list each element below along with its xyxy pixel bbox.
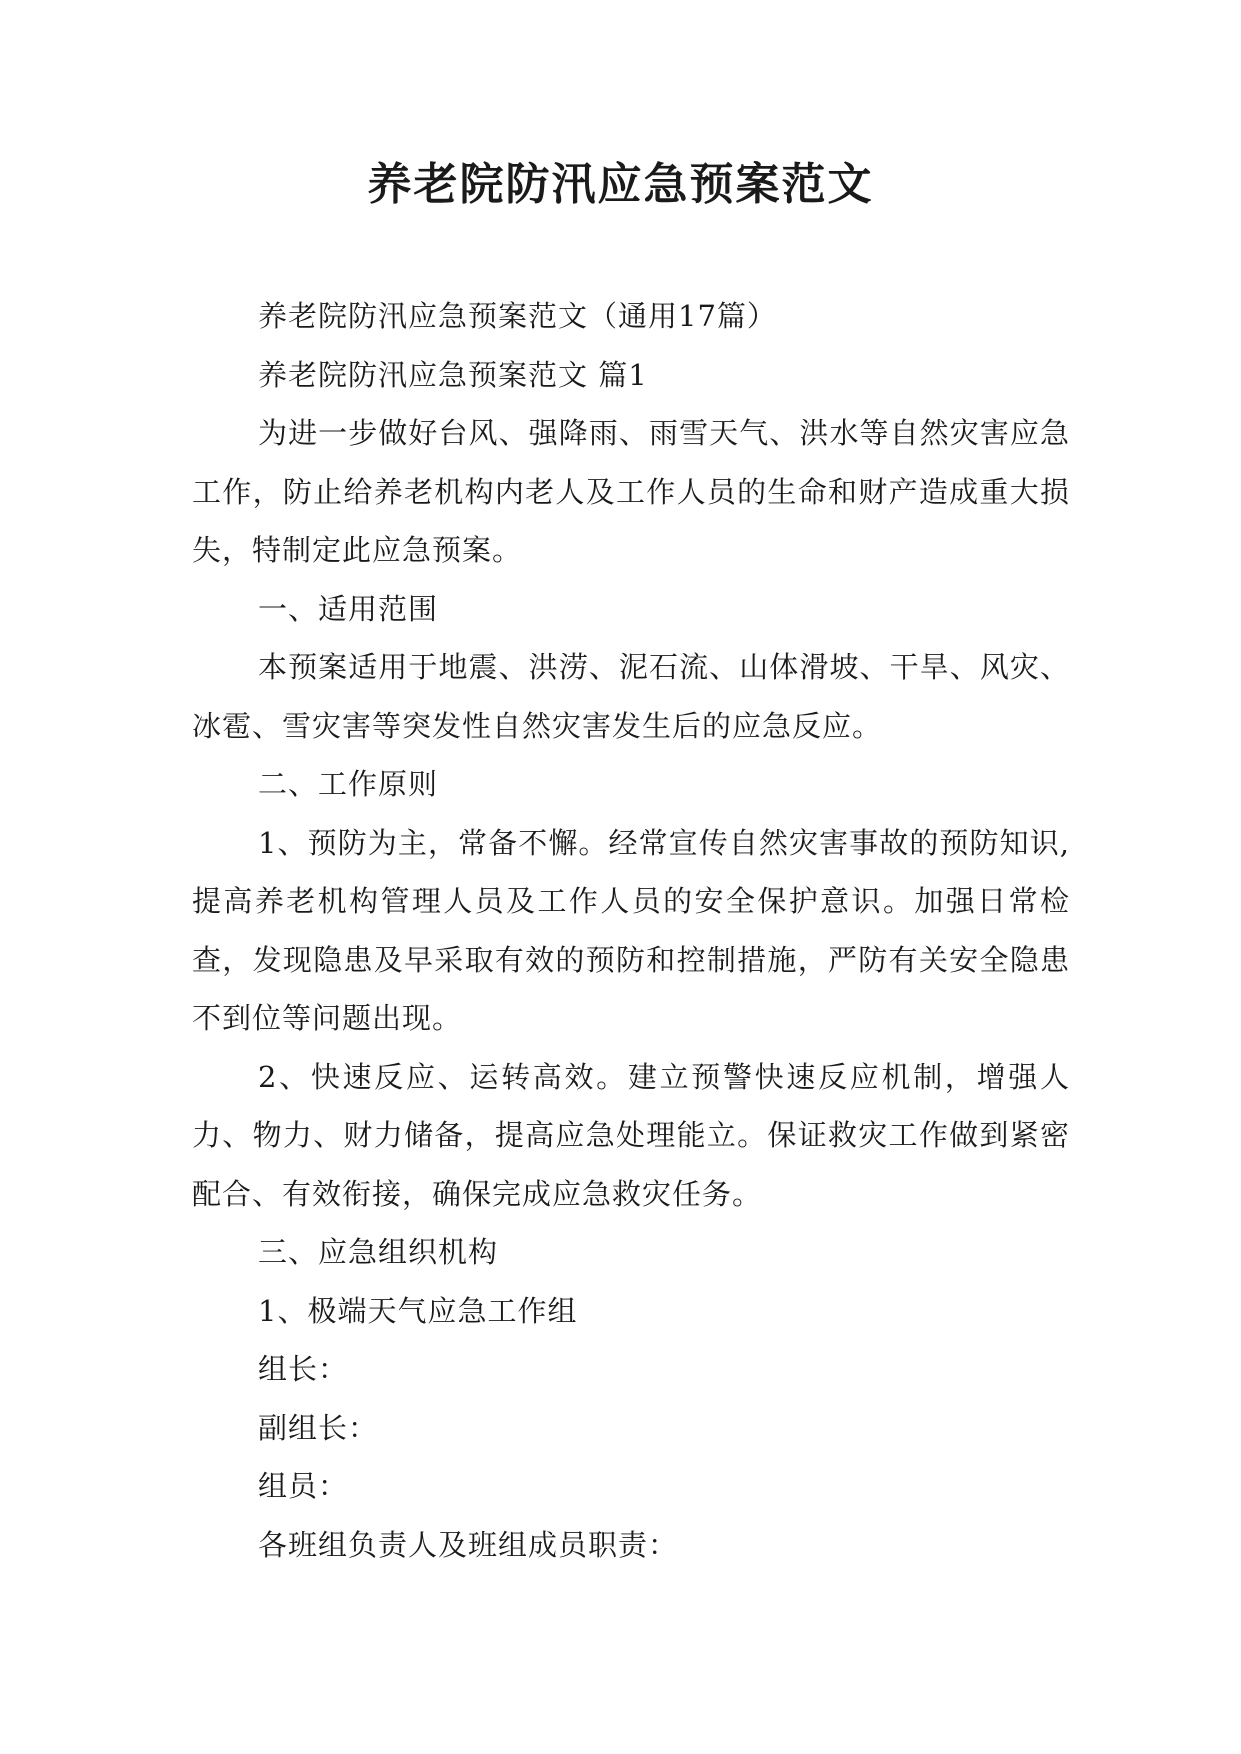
section-heading-principles: 二、工作原则 bbox=[258, 767, 439, 801]
paragraph-intro: 为进一步做好台风、强降雨、雨雪天气、洪水等自然灾害应急工作，防止给养老机构内老人及工作人员的生命和财产造成重大损失，特制定此应急预案。 bbox=[192, 416, 1070, 567]
paragraph-principle-2: 2、快速反应、运转高效。建立预警快速反应机制，增强人力、物力、财力储备，提高应急处理能立。保证救灾工作做到紧密配合、有效衔接，确保完成应急救灾任务。 bbox=[192, 1059, 1070, 1211]
paragraph-collection-title: 养老院防汛应急预案范文（通用17篇） bbox=[258, 299, 777, 333]
line-deputy-leader: 副组长： bbox=[258, 1410, 379, 1445]
paragraph-article-heading: 养老院防汛应急预案范文 篇1 bbox=[258, 357, 648, 392]
section-heading-organization: 三、应急组织机构 bbox=[258, 1235, 499, 1269]
paragraph-scope: 本预案适用于地震、洪涝、泥石流、山体滑坡、干旱、风灾、冰雹、雪灾害等突发性自然灾害发生后的应急反应。 bbox=[192, 650, 1070, 743]
line-group-leader: 组长： bbox=[258, 1352, 349, 1386]
paragraph-principle-1: 1、预防为主，常备不懈。经常宣传自然灾害事故的预防知识,提高养老机构管理人员及工作人员的安全保护意识。加强日常检查，发现隐患及早采取有效的预防和控制措施，严防有关安全隐患不到位等问题出现。 bbox=[192, 825, 1070, 1035]
document-body bbox=[192, 287, 1070, 1574]
section-heading-scope: 一、适用范围 bbox=[258, 591, 439, 626]
line-team-duties: 各班组负责人及班组成员职责： bbox=[258, 1527, 679, 1562]
line-members: 组员： bbox=[258, 1469, 349, 1503]
document-title: 养老院防汛应急预案范文 bbox=[367, 159, 874, 210]
subheading-working-group: 1、极端天气应急工作组 bbox=[258, 1293, 578, 1328]
